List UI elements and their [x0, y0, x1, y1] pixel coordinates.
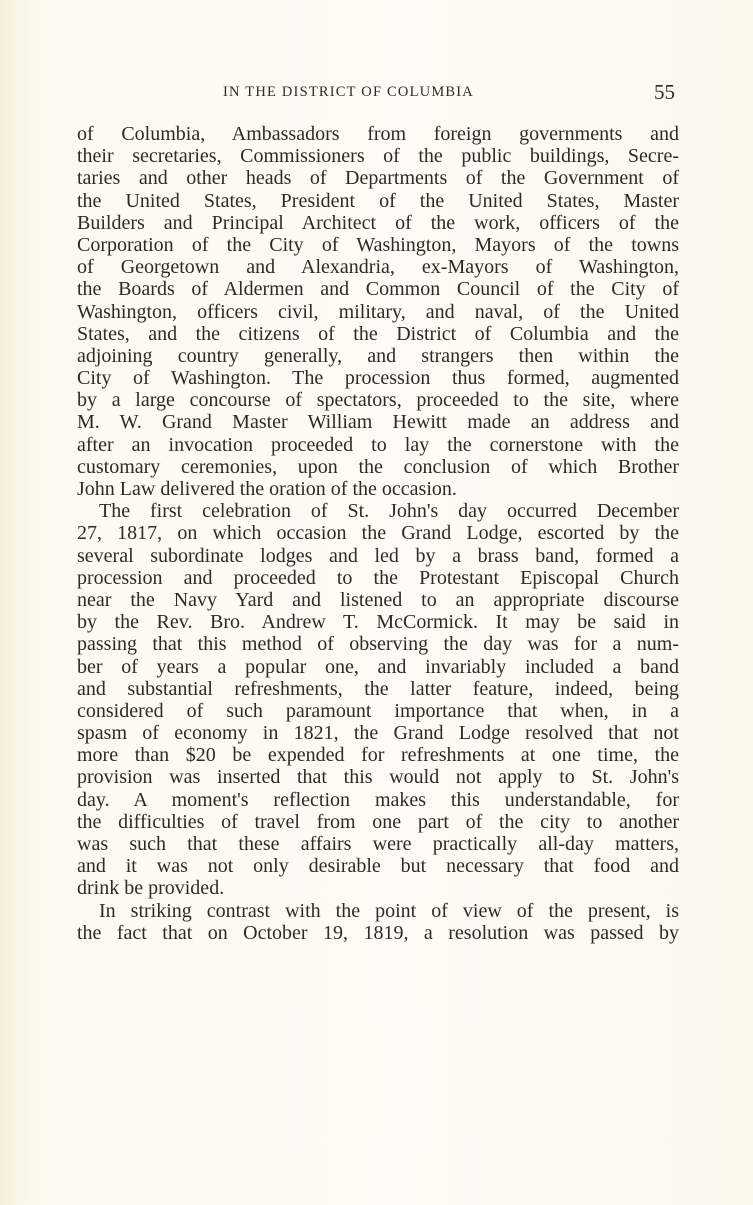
text-line: City of Washington. The procession thus formed, augmented: [77, 367, 679, 390]
text-line: the United States, President of the United States, Master: [77, 189, 679, 212]
text-line: The first celebration of St. John's day occurred December: [99, 500, 679, 523]
paragraph: [77, 123, 679, 500]
text-line: and substantial refreshments, the latter feature, indeed, being: [77, 677, 679, 700]
text-line: after an invocation proceeded to lay the cornerstone with the: [77, 433, 679, 456]
text-line: day. A moment's reflection makes this understandable, for: [77, 788, 679, 811]
text-line: provision was inserted that this would not apply to St. John's: [77, 766, 679, 789]
body-text: [77, 123, 679, 944]
text-line: by a large concourse of spectators, proceeded to the site, where: [77, 389, 679, 412]
text-line: several subordinate lodges and led by a brass band, formed a: [77, 544, 679, 567]
text-line: States, and the citizens of the District of Columbia and the: [77, 322, 679, 345]
text-line: taries and other heads of Departments of the Government of: [77, 167, 679, 190]
running-head-title: IN THE DISTRICT OF COLUMBIA: [223, 84, 474, 100]
text-line: their secretaries, Commissioners of the public buildings, Secre-: [77, 145, 679, 168]
text-line: ber of years a popular one, and invariably included a band: [77, 655, 679, 678]
text-line: more than $20 be expended for refreshments at one time, the: [77, 744, 679, 767]
text-line: M. W. Grand Master William Hewitt made an address and: [77, 411, 679, 434]
running-head: [0, 80, 753, 106]
text-line: Washington, officers civil, military, and naval, of the United: [77, 300, 679, 323]
text-line: and it was not only desirable but necessary that food and: [77, 855, 679, 878]
text-line: the fact that on October 19, 1819, a resolution was passed by: [77, 921, 679, 944]
page-number: 55: [654, 80, 675, 104]
text-line: drink be provided.: [77, 877, 225, 900]
text-line: Corporation of the City of Washington, Mayors of the towns: [77, 233, 679, 256]
text-line: near the Navy Yard and listened to an appropriate discourse: [77, 588, 679, 611]
paragraph: [77, 500, 679, 899]
text-line: In striking contrast with the point of view of the present, is: [99, 899, 679, 922]
text-line: considered of such paramount importance that when, in a: [77, 699, 679, 722]
text-line: 27, 1817, on which occasion the Grand Lodge, escorted by the: [77, 522, 679, 545]
text-line: customary ceremonies, upon the conclusion of which Brother: [77, 455, 679, 478]
text-line: was such that these affairs were practically all-day matters,: [77, 833, 679, 855]
text-line: John Law delivered the oration of the occasion.: [77, 478, 457, 500]
text-line: spasm of economy in 1821, the Grand Lodge resolved that not: [77, 722, 679, 745]
text-line: by the Rev. Bro. Andrew T. McCormick. It may be said in: [77, 611, 679, 634]
text-line: of Georgetown and Alexandria, ex-Mayors of Washington,: [77, 256, 679, 279]
text-line: passing that this method of observing the day was for a num-: [77, 633, 679, 656]
text-line: the Boards of Aldermen and Common Council of the City of: [77, 278, 679, 301]
text-line: Builders and Principal Architect of the work, officers of the: [77, 211, 679, 234]
text-line: procession and proceeded to the Protestant Episcopal Church: [77, 566, 679, 589]
text-line: adjoining country generally, and strangers then within the: [77, 344, 679, 367]
text-line: of Columbia, Ambassadors from foreign governments and: [77, 123, 679, 145]
text-line: the difficulties of travel from one part of the city to another: [77, 810, 679, 833]
paragraph: [77, 900, 679, 944]
